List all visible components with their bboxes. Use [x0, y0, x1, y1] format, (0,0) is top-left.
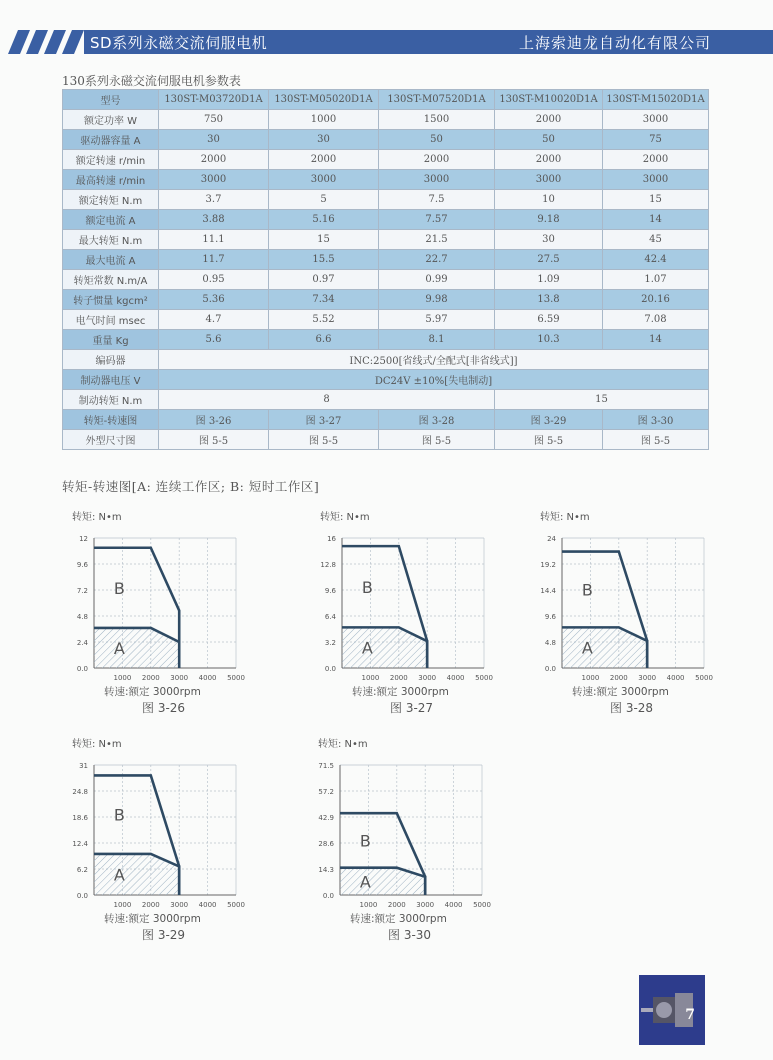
table-cell: 15.5 — [269, 250, 379, 270]
zone-a-fill — [94, 628, 179, 668]
table-cell: 15 — [495, 390, 709, 410]
y-tick-label: 9.6 — [76, 561, 88, 569]
x-tick-label: 5000 — [475, 674, 493, 682]
table-cell: 8.1 — [379, 330, 495, 350]
y-tick-label: 42.9 — [318, 814, 334, 822]
x-tick-label: 2000 — [389, 674, 408, 682]
y-axis-label: 转矩: N•m — [318, 739, 368, 750]
y-tick-label: 3.2 — [324, 639, 336, 647]
table-cell: 5.36 — [159, 290, 269, 310]
table-row — [63, 270, 709, 290]
table-cell: DC24V ±10%[失电制动] — [159, 370, 709, 390]
x-tick-label: 2000 — [387, 901, 406, 909]
x-tick-label: 4000 — [444, 901, 463, 909]
chart-fig-3-29 — [62, 737, 252, 947]
table-cell: 7.57 — [379, 210, 495, 230]
y-tick-label: 31 — [79, 762, 88, 770]
y-tick-label: 0.0 — [324, 665, 336, 673]
table-cell: 图 5-5 — [379, 430, 495, 450]
y-axis-label: 转矩: N•m — [72, 739, 122, 750]
table-row — [63, 130, 709, 150]
table-cell: 130ST-M10020D1A — [495, 90, 603, 110]
page-badge — [639, 975, 705, 1045]
x-tick-label: 3000 — [418, 674, 437, 682]
table-cell: 13.8 — [495, 290, 603, 310]
zone-a-label: A — [113, 638, 125, 658]
row-label: 额定电流 A — [63, 210, 159, 230]
y-tick-label: 4.8 — [544, 639, 556, 647]
curves-caption: 转矩-转速图[A: 连续工作区; B: 短时工作区] — [62, 479, 320, 494]
x-tick-label: 2000 — [609, 674, 628, 682]
table-cell: 3.7 — [159, 190, 269, 210]
x-tick-label: 4000 — [198, 901, 217, 909]
zone-a-label: A — [581, 638, 593, 658]
table-cell: INC:2500[省线式/全配式[非省线式]] — [159, 350, 709, 370]
x-tick-label: 5000 — [473, 901, 491, 909]
y-tick-label: 0.0 — [76, 892, 88, 900]
y-tick-label: 0.0 — [544, 665, 556, 673]
row-label: 驱动器容量 A — [63, 130, 159, 150]
row-label: 编码器 — [63, 350, 159, 370]
table-cell: 0.95 — [159, 270, 269, 290]
table-cell: 2000 — [603, 150, 709, 170]
y-tick-label: 2.4 — [76, 639, 88, 647]
y-axis-label: 转矩: N•m — [320, 512, 370, 523]
x-tick-label: 2000 — [141, 674, 160, 682]
x-tick-label: 5000 — [227, 901, 245, 909]
table-cell: 11.7 — [159, 250, 269, 270]
table-cell: 图 5-5 — [603, 430, 709, 450]
table-cell: 3000 — [495, 170, 603, 190]
x-tick-label: 5000 — [227, 674, 245, 682]
x-axis-label: 转速:额定 3000rpm — [572, 686, 669, 698]
table-row — [63, 410, 709, 430]
table-cell: 9.98 — [379, 290, 495, 310]
chart-title: 图 3-29 — [142, 928, 186, 942]
row-label: 额定功率 W — [63, 110, 159, 130]
table-cell: 10.3 — [495, 330, 603, 350]
table-cell: 7.08 — [603, 310, 709, 330]
table-cell: 30 — [495, 230, 603, 250]
y-tick-label: 71.5 — [318, 762, 334, 770]
x-tick-label: 4000 — [666, 674, 685, 682]
y-tick-label: 19.2 — [540, 561, 556, 569]
y-tick-label: 9.6 — [544, 613, 556, 621]
table-cell: 130ST-M15020D1A — [603, 90, 709, 110]
table-cell: 14 — [603, 210, 709, 230]
x-tick-label: 2000 — [141, 901, 160, 909]
header-title: SD系列永磁交流伺服电机 — [90, 34, 268, 52]
y-tick-label: 12 — [79, 535, 88, 543]
x-axis-label: 转速:额定 3000rpm — [350, 913, 447, 925]
y-tick-label: 14.3 — [318, 866, 334, 874]
table-row — [63, 370, 709, 390]
row-label: 额定转速 r/min — [63, 150, 159, 170]
table-cell: 5 — [269, 190, 379, 210]
table-cell: 6.59 — [495, 310, 603, 330]
zone-a-label: A — [359, 872, 371, 892]
y-tick-label: 18.6 — [72, 814, 88, 822]
table-cell: 3000 — [603, 170, 709, 190]
row-label: 型号 — [63, 90, 159, 110]
x-tick-label: 3000 — [638, 674, 657, 682]
table-cell: 图 3-26 — [159, 410, 269, 430]
table-cell: 0.97 — [269, 270, 379, 290]
x-tick-label: 1000 — [113, 674, 132, 682]
y-tick-label: 12.4 — [72, 840, 88, 848]
table-cell: 4.7 — [159, 310, 269, 330]
x-axis-label: 转速:额定 3000rpm — [104, 686, 201, 698]
table-cell: 3000 — [269, 170, 379, 190]
chart-title: 图 3-26 — [142, 701, 186, 715]
x-tick-label: 3000 — [170, 674, 189, 682]
row-label: 制动转矩 N.m — [63, 390, 159, 410]
table-cell: 1.07 — [603, 270, 709, 290]
row-label: 重量 Kg — [63, 330, 159, 350]
table-cell: 5.97 — [379, 310, 495, 330]
chart-fig-3-30 — [308, 737, 498, 947]
zone-b-label: B — [359, 831, 371, 851]
zone-a-label: A — [113, 865, 125, 885]
table-cell: 3000 — [379, 170, 495, 190]
table-cell: 2000 — [495, 110, 603, 130]
table-row — [63, 390, 709, 410]
table-cell: 9.18 — [495, 210, 603, 230]
table-cell: 50 — [495, 130, 603, 150]
table-cell: 5.6 — [159, 330, 269, 350]
chart-fig-3-28 — [530, 510, 720, 720]
x-tick-label: 1000 — [581, 674, 600, 682]
y-tick-label: 9.6 — [324, 587, 336, 595]
table-row — [63, 170, 709, 190]
table-row — [63, 150, 709, 170]
x-tick-label: 5000 — [695, 674, 713, 682]
y-tick-label: 16 — [327, 535, 336, 543]
table-row — [63, 90, 709, 110]
table-cell: 6.6 — [269, 330, 379, 350]
chart-fig-3-27 — [310, 510, 500, 720]
y-tick-label: 6.2 — [76, 866, 88, 874]
row-label: 外型尺寸图 — [63, 430, 159, 450]
table-cell: 15 — [269, 230, 379, 250]
chart-title: 图 3-28 — [610, 701, 654, 715]
table-cell: 7.5 — [379, 190, 495, 210]
row-label: 最大电流 A — [63, 250, 159, 270]
header-stripes-logo — [8, 28, 88, 56]
table-cell: 图 5-5 — [495, 430, 603, 450]
table-cell: 图 5-5 — [159, 430, 269, 450]
zone-b-label: B — [113, 578, 125, 598]
table-cell: 1000 — [269, 110, 379, 130]
table-row — [63, 210, 709, 230]
zone-a-fill — [342, 627, 427, 668]
x-tick-label: 1000 — [359, 901, 378, 909]
table-cell: 图 5-5 — [269, 430, 379, 450]
y-tick-label: 24 — [547, 535, 556, 543]
header-company: 上海索迪龙自动化有限公司 — [518, 34, 711, 52]
table-row — [63, 430, 709, 450]
table-cell: 2000 — [159, 150, 269, 170]
table-cell: 750 — [159, 110, 269, 130]
y-tick-label: 14.4 — [540, 587, 556, 595]
x-tick-label: 1000 — [113, 901, 132, 909]
table-cell: 130ST-M07520D1A — [379, 90, 495, 110]
y-tick-label: 6.4 — [324, 613, 336, 621]
table-cell: 27.5 — [495, 250, 603, 270]
row-label: 转矩-转速图 — [63, 410, 159, 430]
table-cell: 2000 — [495, 150, 603, 170]
table-cell: 30 — [159, 130, 269, 150]
x-tick-label: 4000 — [446, 674, 465, 682]
y-tick-label: 57.2 — [318, 788, 334, 796]
row-label: 电气时间 msec — [63, 310, 159, 330]
table-cell: 22.7 — [379, 250, 495, 270]
row-label: 额定转矩 N.m — [63, 190, 159, 210]
table-row — [63, 350, 709, 370]
x-axis-label: 转速:额定 3000rpm — [352, 686, 449, 698]
spec-table — [62, 89, 709, 450]
table-row — [63, 230, 709, 250]
table-row — [63, 190, 709, 210]
table-cell: 7.34 — [269, 290, 379, 310]
y-axis-label: 转矩: N•m — [72, 512, 122, 523]
table-row — [63, 250, 709, 270]
chart-title: 图 3-30 — [388, 928, 432, 942]
row-label: 制动器电压 V — [63, 370, 159, 390]
table-cell: 10 — [495, 190, 603, 210]
y-tick-label: 7.2 — [76, 587, 88, 595]
table-cell: 1.09 — [495, 270, 603, 290]
table-cell: 图 3-29 — [495, 410, 603, 430]
table-cell: 30 — [269, 130, 379, 150]
table-cell: 0.99 — [379, 270, 495, 290]
y-tick-label: 24.8 — [72, 788, 88, 796]
row-label: 最高转速 r/min — [63, 170, 159, 190]
zone-b-label: B — [361, 577, 373, 597]
table-cell: 8 — [159, 390, 495, 410]
table-cell: 42.4 — [603, 250, 709, 270]
table-cell: 130ST-M03720D1A — [159, 90, 269, 110]
table-row — [63, 110, 709, 130]
table-cell: 11.1 — [159, 230, 269, 250]
row-label: 转子惯量 kgcm² — [63, 290, 159, 310]
page-number: 7 — [685, 1007, 695, 1023]
table-cell: 1500 — [379, 110, 495, 130]
table-cell: 21.5 — [379, 230, 495, 250]
table-cell: 图 3-30 — [603, 410, 709, 430]
y-tick-label: 4.8 — [76, 613, 88, 621]
zone-b-label: B — [113, 805, 125, 825]
y-axis-label: 转矩: N•m — [540, 512, 590, 523]
x-tick-label: 3000 — [416, 901, 435, 909]
table-cell: 图 3-28 — [379, 410, 495, 430]
y-tick-label: 28.6 — [318, 840, 334, 848]
table-caption: 130系列永磁交流伺服电机参数表 — [62, 74, 241, 88]
x-tick-label: 4000 — [198, 674, 217, 682]
x-axis-label: 转速:额定 3000rpm — [104, 913, 201, 925]
chart-title: 图 3-27 — [390, 701, 434, 715]
x-tick-label: 3000 — [170, 901, 189, 909]
table-row — [63, 310, 709, 330]
table-cell: 图 3-27 — [269, 410, 379, 430]
table-cell: 14 — [603, 330, 709, 350]
table-cell: 5.52 — [269, 310, 379, 330]
table-cell: 3000 — [159, 170, 269, 190]
chart-fig-3-26 — [62, 510, 252, 720]
y-tick-label: 0.0 — [322, 892, 334, 900]
table-cell: 45 — [603, 230, 709, 250]
row-label: 转矩常数 N.m/A — [63, 270, 159, 290]
table-cell: 20.16 — [603, 290, 709, 310]
row-label: 最大转矩 N.m — [63, 230, 159, 250]
table-cell: 2000 — [379, 150, 495, 170]
zone-b-label: B — [581, 580, 593, 600]
table-cell: 75 — [603, 130, 709, 150]
table-cell: 130ST-M05020D1A — [269, 90, 379, 110]
zone-a-label: A — [361, 638, 373, 658]
y-tick-label: 12.8 — [320, 561, 336, 569]
table-cell: 2000 — [269, 150, 379, 170]
y-tick-label: 0.0 — [76, 665, 88, 673]
table-row — [63, 290, 709, 310]
table-row — [63, 330, 709, 350]
table-cell: 5.16 — [269, 210, 379, 230]
table-cell: 50 — [379, 130, 495, 150]
table-cell: 3.88 — [159, 210, 269, 230]
x-tick-label: 1000 — [361, 674, 380, 682]
table-cell: 15 — [603, 190, 709, 210]
table-cell: 3000 — [603, 110, 709, 130]
header-band — [84, 30, 773, 54]
motor-icon — [639, 975, 705, 1045]
